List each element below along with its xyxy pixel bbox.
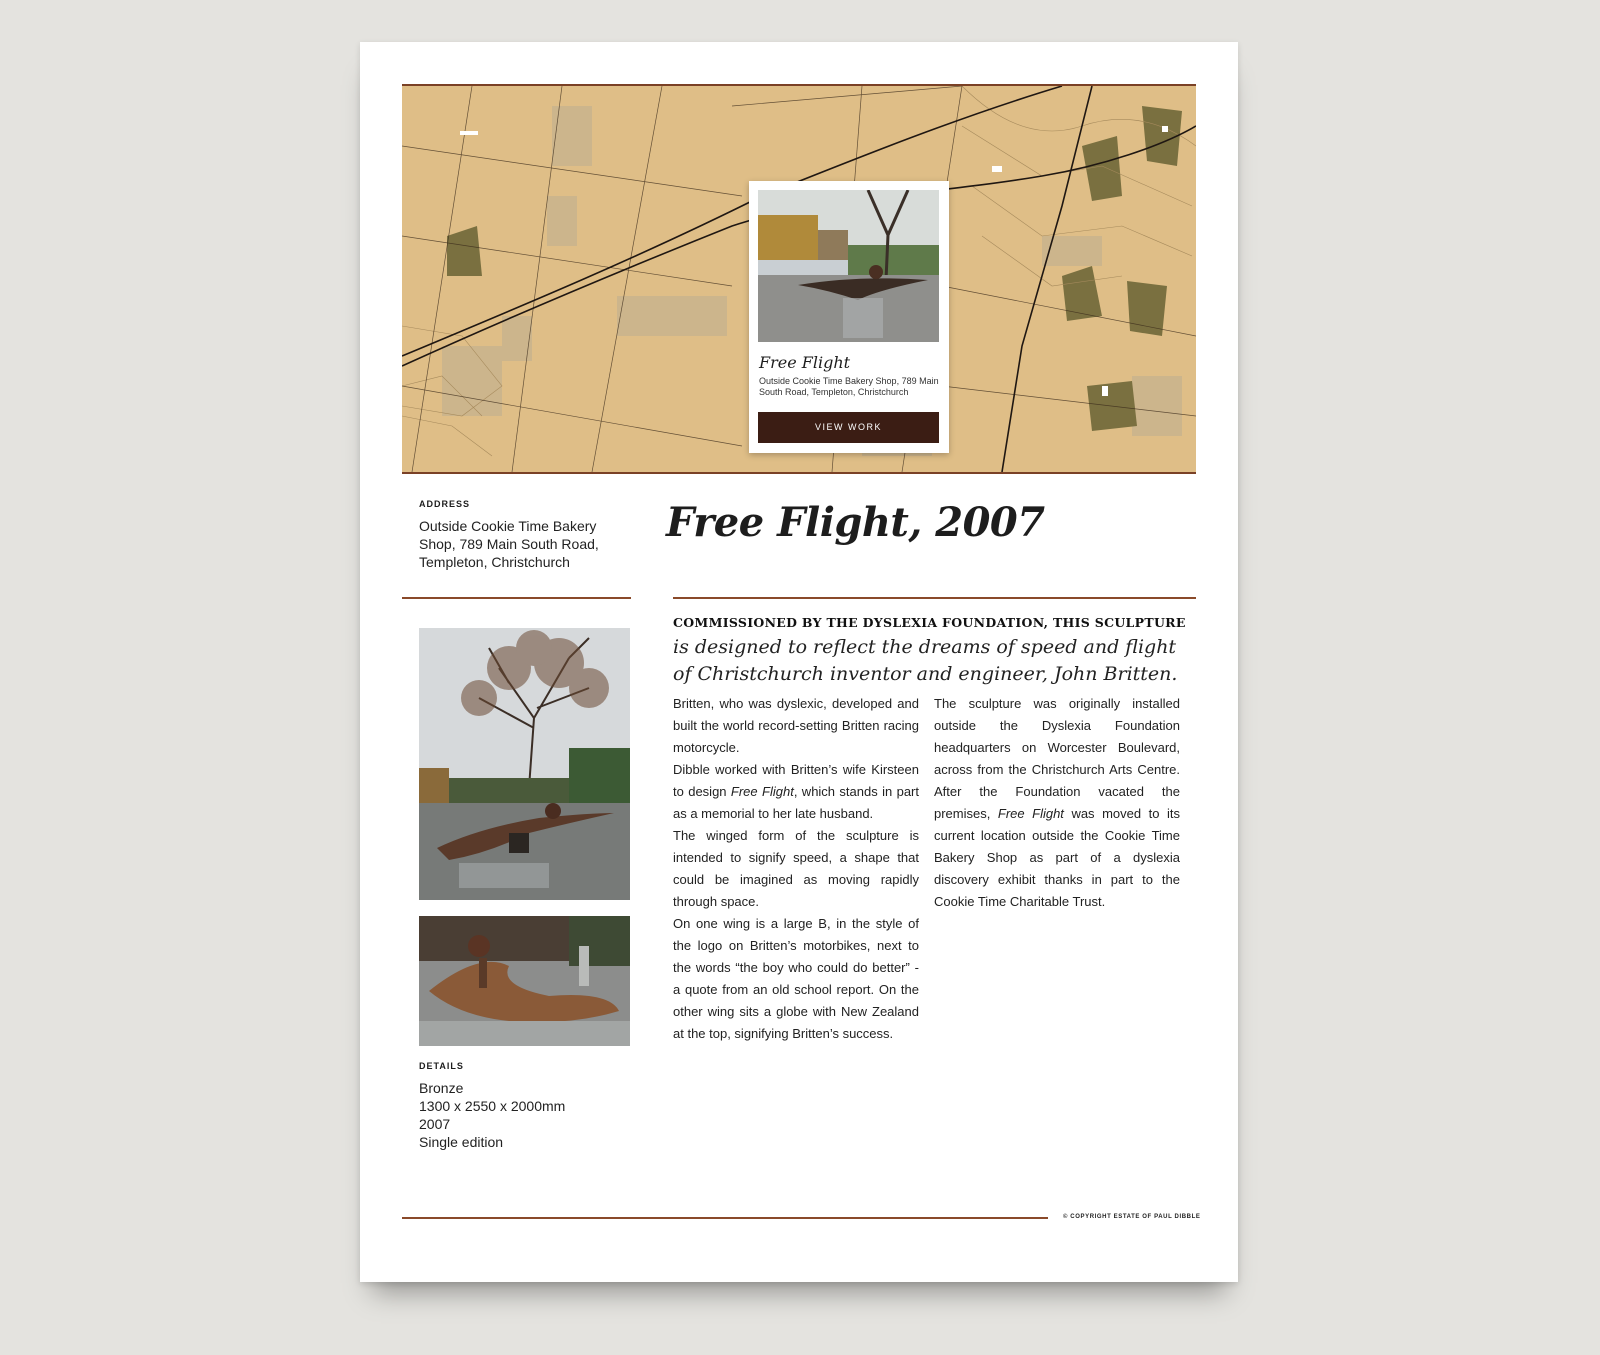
detail-material: Bronze	[419, 1080, 464, 1096]
view-work-button[interactable]: VIEW WORK	[758, 412, 939, 443]
popup-title: Free Flight	[759, 353, 851, 372]
detail-year: 2007	[419, 1116, 451, 1132]
detail-edition: Single edition	[419, 1134, 504, 1150]
body-paragraph: Dibble worked with Britten’s wife Kirsteen to design Free Flight, which stands in part as a memorial to her late husband.	[673, 762, 919, 821]
popup-sculpture-photo	[758, 190, 939, 342]
popup-address: Outside Cookie Time Bakery Shop, 789 Main South Road, Templeton, Christchurch	[759, 376, 939, 397]
body-paragraph: Britten, who was dyslexic, developed and built the world record-setting Britten racing motorcycle.	[673, 696, 919, 755]
details-list	[419, 1079, 565, 1151]
details-label: DETAILS	[419, 1061, 464, 1071]
sculpture-photo-large	[419, 628, 630, 900]
address-text: Outside Cookie Time Bakery Shop, 789 Main South Road, Templeton, Christchurch	[419, 518, 599, 570]
location-map[interactable]	[402, 84, 1196, 474]
page-title: Free Flight, 2007	[666, 499, 1045, 546]
document-page	[360, 42, 1238, 1282]
footer-divider	[402, 1217, 1048, 1219]
intro-caps: COMMISSIONED BY THE DYSLEXIA FOUNDATION, THIS SCULPTURE	[673, 615, 1186, 630]
map-popup-card	[749, 181, 949, 453]
copyright-text: © COPYRIGHT ESTATE OF PAUL DIBBLE	[1063, 1214, 1201, 1220]
sculpture-photo-small	[419, 916, 630, 1046]
divider-right	[673, 597, 1196, 599]
body-paragraph: The winged form of the sculpture is intended to signify speed, a shape that could be imagined as moving rapidly through space.	[673, 828, 919, 909]
address-label: ADDRESS	[419, 499, 471, 509]
divider-left	[402, 597, 631, 599]
detail-dimensions: 1300 x 2550 x 2000mm	[419, 1098, 566, 1114]
intro-italic: is designed to reflect the dreams of speed and flight of Christchurch inventor and engineer, John Britten.	[673, 636, 1178, 685]
body-paragraph: The sculpture was originally installed outside the Dyslexia Foundation headquarters on Worcester Boulevard, across from the Christchurch Arts Centre. After the Foundation vacated the premises, Free Flight was moved to its current location outside the Cookie Time Bakery Shop as part of a dyslexia discovery exhibit thanks in part to the Cookie Time Charitable Trust.	[934, 696, 1180, 909]
body-column-left	[673, 693, 919, 1045]
body-paragraph: On one wing is a large B, in the style of the logo on Britten’s motorbikes, next to the words “the boy who could do better” - a quote from an old school report. On the other wing sits a globe with New Zealand at the top, signifying Britten’s success.	[673, 916, 919, 1041]
body-column-right	[934, 693, 1180, 913]
